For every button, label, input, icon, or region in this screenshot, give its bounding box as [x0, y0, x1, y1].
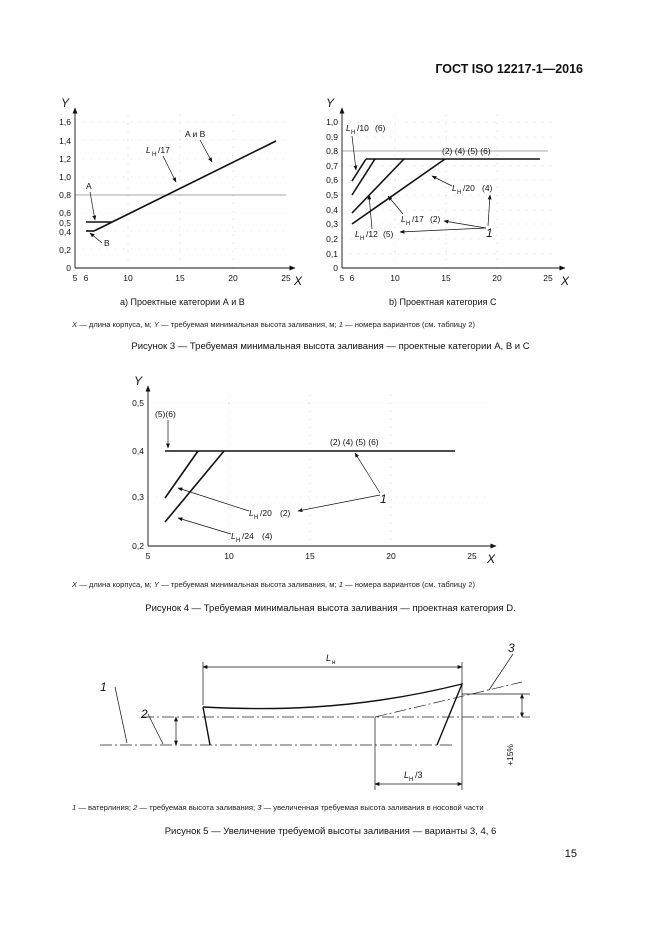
svg-text:25: 25	[467, 551, 477, 561]
svg-text:1,0: 1,0	[326, 117, 338, 127]
svg-text:L: L	[249, 508, 254, 518]
fig5-dim-l3: /3	[415, 770, 423, 780]
svg-text:5: 5	[339, 273, 345, 283]
fig3a-x-label: X	[294, 274, 303, 288]
svg-text:0,3: 0,3	[132, 492, 144, 502]
svg-text:20: 20	[228, 273, 238, 283]
svg-text:0,4: 0,4	[132, 446, 144, 456]
fig5-dim-l: L	[326, 653, 332, 663]
fig3b-label-20: /20	[463, 183, 475, 193]
svg-text:5: 5	[72, 273, 78, 283]
fig5-callout-1: 1	[100, 680, 107, 694]
fig4-x-label: X	[487, 552, 496, 566]
svg-text:1,0: 1,0	[59, 172, 71, 182]
svg-text:(2): (2)	[430, 214, 441, 224]
fig3a-y-ticks	[59, 117, 71, 273]
svg-text:20: 20	[492, 273, 502, 283]
svg-text:25: 25	[281, 273, 291, 283]
svg-text:(4): (4)	[262, 531, 273, 541]
svg-text:H: H	[409, 777, 414, 783]
fig3-legend: X — длина корпуса, м; Y — требуемая минимальная высота заливания, м; 1 — номера вариантов (см. таблицу 2)	[72, 320, 476, 329]
fig3b-y-label: Y	[326, 96, 335, 110]
fig5-callout-2: 2	[141, 707, 148, 721]
fig3b-x-label: X	[561, 274, 570, 288]
svg-text:15: 15	[305, 551, 315, 561]
fig4-callout-1: 1	[380, 492, 387, 506]
fig4-y-label: Y	[134, 374, 143, 388]
fig3b-top-vars: (2) (4) (5) (6)	[442, 146, 491, 156]
svg-text:0,8: 0,8	[326, 146, 338, 156]
svg-text:1,2: 1,2	[59, 154, 71, 164]
svg-text:1,4: 1,4	[59, 136, 71, 146]
fig3b-y-ticks	[326, 117, 338, 273]
svg-text:1,6: 1,6	[59, 117, 71, 127]
svg-text:H: H	[457, 190, 462, 196]
page-number: 15	[564, 848, 577, 860]
figure-3b-chart	[326, 96, 570, 288]
svg-text:10: 10	[123, 273, 133, 283]
fig3a-label-ab: A и B	[185, 129, 206, 139]
svg-text:H: H	[254, 515, 259, 521]
svg-text:0,2: 0,2	[132, 541, 144, 551]
svg-text:25: 25	[543, 273, 553, 283]
svg-text:0: 0	[66, 263, 71, 273]
fig4-grid	[148, 395, 486, 546]
svg-text:H: H	[152, 152, 157, 158]
svg-text:(6): (6)	[375, 123, 386, 133]
svg-text:15: 15	[441, 273, 451, 283]
svg-text:0,5: 0,5	[132, 398, 144, 408]
svg-text:H: H	[360, 236, 365, 242]
fig4-legend: X — длина корпуса, м; Y — требуемая минимальная высота заливания, м; 1 — номера вариантов (см. таблицу 2)	[72, 580, 476, 589]
fig3b-x-ticks	[340, 273, 553, 283]
fig4-caption: Рисунок 4 — Требуемая минимальная высота заливания — проектная категория D.	[145, 603, 516, 614]
svg-text:0,4: 0,4	[59, 227, 71, 237]
fig5-legend: 1 — ватерлиния; 2 — требуемая высота заливания; 3 — увеличенная требуемая высота заливания в носовой части	[72, 803, 484, 812]
svg-text:L: L	[452, 183, 457, 193]
svg-text:10: 10	[224, 551, 234, 561]
fig4-x-ticks	[146, 551, 477, 561]
fig5-callout-3: 3	[508, 641, 515, 655]
svg-text:0,2: 0,2	[59, 245, 71, 255]
svg-text:0,7: 0,7	[326, 161, 338, 171]
fig3a-label-a: A	[86, 181, 92, 191]
svg-text:0,9: 0,9	[326, 132, 338, 142]
svg-text:L: L	[346, 123, 351, 133]
svg-text:н: н	[332, 660, 336, 666]
svg-text:L: L	[231, 531, 236, 541]
svg-text:H: H	[236, 538, 241, 544]
figure-3a-chart	[59, 96, 303, 288]
document-code: ГОСТ ISO 12217-1—2016	[435, 62, 583, 76]
svg-text:20: 20	[386, 551, 396, 561]
svg-text:/17: /17	[158, 145, 170, 155]
svg-text:L: L	[355, 229, 360, 239]
fig3b-label-12: /12	[366, 229, 378, 239]
svg-text:H: H	[351, 130, 356, 136]
fig5-hull	[203, 684, 462, 745]
fig5-caption: Рисунок 5 — Увеличение требуемой высоты заливания — варианты 3, 4, 6	[164, 826, 497, 837]
fig3b-grid	[342, 115, 556, 268]
svg-text:0,6: 0,6	[326, 175, 338, 185]
fig3a-label-lh: L	[146, 145, 151, 155]
fig3b-label-17: /17	[412, 214, 424, 224]
figure-5-diagram	[100, 641, 530, 790]
svg-text:0,4: 0,4	[326, 205, 338, 215]
fig4-top-vars: (2) (4) (5) (6)	[330, 437, 379, 447]
fig3a-x-ticks	[73, 273, 291, 283]
fig3a-label-b: B	[104, 238, 110, 248]
fig4-left-vars: (5)(6)	[155, 409, 176, 419]
svg-text:10: 10	[390, 273, 400, 283]
fig4-curves	[165, 451, 455, 522]
fig3a-curves	[86, 141, 276, 231]
fig4-y-ticks	[132, 398, 144, 551]
fig3-caption: Рисунок 3 — Требуемая минимальная высота заливания — проектные категории А, В и С	[131, 341, 530, 352]
svg-text:6: 6	[349, 273, 355, 283]
fig3a-subcaption: а) Проектные категории А и В	[120, 297, 245, 307]
fig3b-label-10: /10	[357, 123, 369, 133]
fig3a-y-label: Y	[61, 96, 70, 110]
figure-4-chart	[132, 374, 496, 566]
fig5-dimensions	[115, 654, 530, 790]
fig5-dashdot-lines	[100, 682, 530, 745]
fig3b-callout-1: 1	[486, 226, 493, 240]
svg-text:(2): (2)	[280, 508, 291, 518]
svg-text:15: 15	[175, 273, 185, 283]
svg-text:L: L	[401, 214, 406, 224]
svg-text:0,6: 0,6	[59, 208, 71, 218]
svg-text:0,5: 0,5	[326, 190, 338, 200]
svg-text:0,3: 0,3	[326, 219, 338, 229]
svg-text:0,1: 0,1	[326, 249, 338, 259]
svg-text:(5): (5)	[383, 229, 394, 239]
svg-text:0,2: 0,2	[326, 234, 338, 244]
svg-text:0: 0	[333, 263, 338, 273]
fig3b-curves	[352, 159, 540, 224]
svg-text:6: 6	[83, 273, 89, 283]
svg-text:L: L	[404, 770, 410, 780]
svg-text:H: H	[406, 221, 411, 227]
svg-text:5: 5	[145, 551, 151, 561]
fig4-label-24: /24	[242, 531, 254, 541]
svg-text:0,5: 0,5	[59, 218, 71, 228]
svg-text:0,8: 0,8	[59, 190, 71, 200]
svg-text:(4): (4)	[482, 183, 493, 193]
fig3b-subcaption: b) Проектная категория С	[389, 297, 497, 307]
fig4-label-20: /20	[260, 508, 272, 518]
fig5-percent: +15%	[505, 744, 515, 766]
